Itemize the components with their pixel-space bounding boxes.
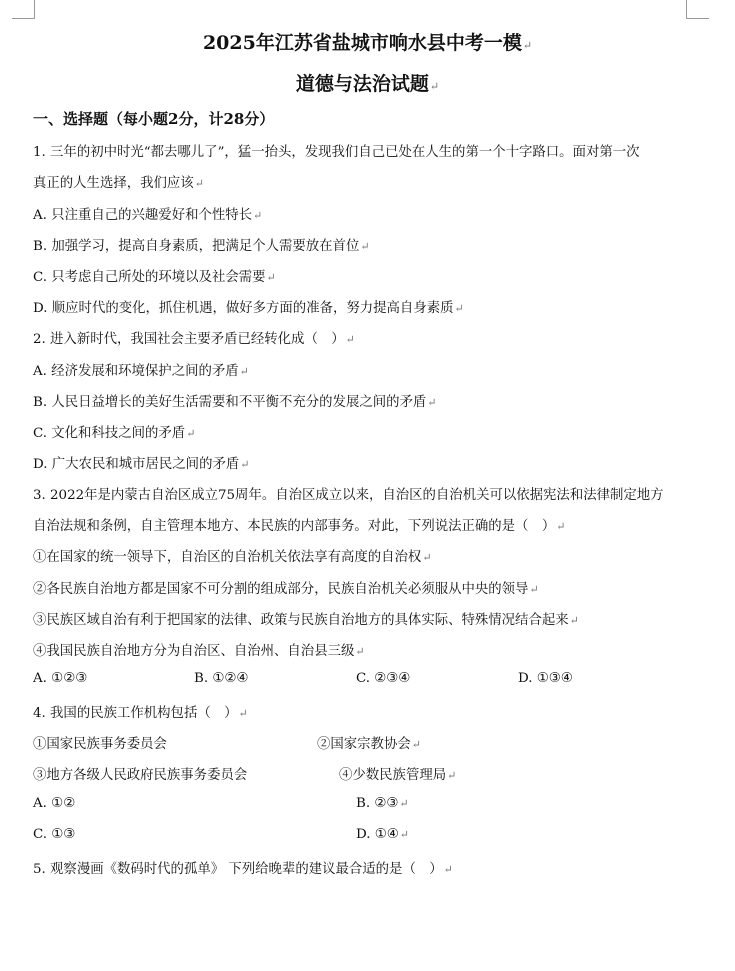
exam-title: 2025年江苏省盐城市响水县中考一模↵ bbox=[202, 32, 533, 54]
q3-stem-line1: 3. 2022年是内蒙古自治区成立75周年。自治区成立以来，自治区的自治机关可以依据宪法和法律制定地方 bbox=[33, 488, 664, 503]
q1-option-d: D. 顺应时代的变化，抓住机遇，做好多方面的准备，努力提高自身素质↵ bbox=[33, 301, 464, 316]
q1-option-a: A. 只注重自己的兴趣爱好和个性特长↵ bbox=[33, 208, 263, 223]
section-heading: 一、选择题（每小题2分，计28分） bbox=[33, 110, 275, 128]
q1-option-c: C. 只考虑自己所处的环境以及社会需要↵ bbox=[33, 270, 276, 285]
exam-subtitle: 道德与法治试题↵ bbox=[295, 73, 440, 95]
q4-statement-3: ③地方各级人民政府民族事务委员会 bbox=[33, 768, 248, 783]
q4-option-c: C. ①③ bbox=[33, 827, 76, 842]
q3-statement-2: ②各民族自治地方都是国家不可分割的组成部分，民族自治机关必须服从中央的领导↵ bbox=[33, 582, 539, 597]
q4-stem: 4. 我国的民族工作机构包括（ ）↵ bbox=[33, 706, 248, 721]
q4-option-d: D. ①④↵ bbox=[356, 827, 409, 842]
q3-statement-3: ③民族区域自治有利于把国家的法律、政策与民族自治地方的具体实际、特殊情况结合起来↵ bbox=[33, 613, 579, 628]
q4-statement-4: ④少数民族管理局↵ bbox=[339, 768, 457, 783]
q5-stem: 5. 观察漫画《数码时代的孤单》 下列给晚辈的建议最合适的是（ ）↵ bbox=[33, 862, 453, 877]
q4-statement-2: ②国家宗教协会↵ bbox=[317, 737, 421, 752]
q1-stem-line1: 1. 三年的初中时光“都去哪儿了”，猛一抬头，发现我们自己已处在人生的第一个十字路口。面对第一次 bbox=[33, 145, 640, 160]
q4-option-a: A. ①② bbox=[33, 796, 76, 811]
q3-option-d: D. ①③④ bbox=[518, 671, 573, 686]
q3-statement-1: ①在国家的统一领导下，自治区的自治机关依法享有高度的自治权↵ bbox=[33, 550, 432, 565]
q2-stem: 2. 进入新时代，我国社会主要矛盾已经转化成（ ）↵ bbox=[33, 332, 355, 347]
q2-option-b: B. 人民日益增长的美好生活需要和不平衡不充分的发展之间的矛盾↵ bbox=[33, 395, 437, 410]
q3-option-c: C. ②③④ bbox=[356, 671, 411, 686]
q4-statement-1: ①国家民族事务委员会 bbox=[33, 737, 167, 752]
q2-option-c: C. 文化和科技之间的矛盾↵ bbox=[33, 426, 196, 441]
page-corner-mark-left bbox=[12, 0, 35, 19]
q1-option-b: B. 加强学习，提高自身素质，把满足个人需要放在首位↵ bbox=[33, 239, 370, 254]
q3-statement-4: ④我国民族自治地方分为自治区、自治州、自治县三级↵ bbox=[33, 644, 365, 659]
q4-option-b: B. ②③↵ bbox=[356, 796, 409, 811]
q2-option-a: A. 经济发展和环境保护之间的矛盾↵ bbox=[33, 364, 249, 379]
q1-stem-line2: 真正的人生选择，我们应该↵ bbox=[33, 176, 204, 191]
q3-option-a: A. ①②③ bbox=[33, 671, 88, 686]
q2-option-d: D. 广大农民和城市居民之间的矛盾↵ bbox=[33, 457, 250, 472]
q3-option-b: B. ①②④ bbox=[194, 671, 249, 686]
q3-stem-line2: 自治法规和条例，自主管理本地方、本民族的内部事务。对此，下列说法正确的是（ ）↵ bbox=[33, 519, 566, 534]
page-corner-mark-right bbox=[686, 0, 709, 19]
